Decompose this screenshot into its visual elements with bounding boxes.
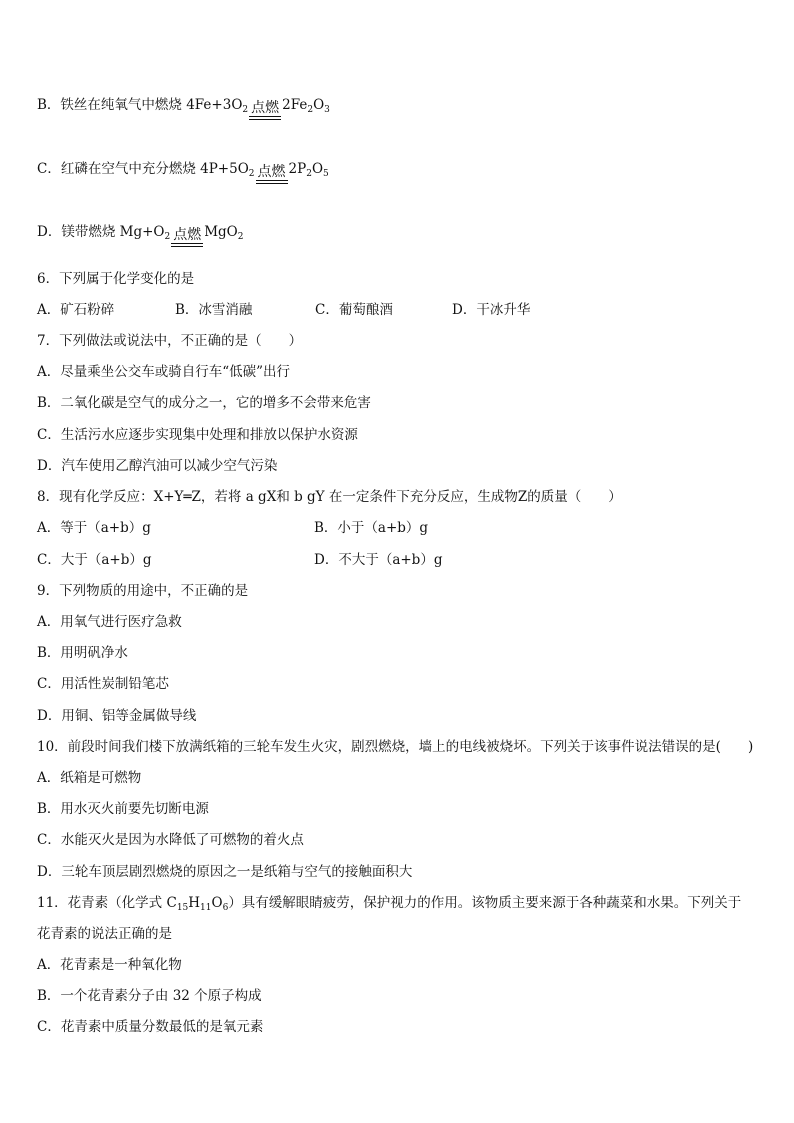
q9-stem: 9．下列物质的用途中，不正确的是 <box>37 583 249 599</box>
q6-option-a: A．矿石粉碎 <box>37 302 115 318</box>
q6-option-d: D．干冰升华 <box>452 302 531 318</box>
q5-option-d <box>37 223 244 247</box>
q10-option-a: A．纸箱是可燃物 <box>37 770 142 786</box>
reaction-condition: 点燃 <box>249 100 281 120</box>
q7-option-d: D．汽车使用乙醇汽油可以减少空气污染 <box>37 458 278 474</box>
reaction-condition: 点燃 <box>171 227 203 247</box>
q9-option-d: D．用铜、铝等金属做导线 <box>37 708 197 724</box>
q10-option-b: B．用水灭火前要先切断电源 <box>37 801 209 817</box>
q10-stem: 10．前段时间我们楼下放满纸箱的三轮车发生火灾，剧烈燃烧，墙上的电线被烧坏。下列关于该事件说法错误的是( ) <box>37 739 754 755</box>
q5-option-b <box>37 96 330 120</box>
q7-option-c: C．生活污水应逐步实现集中处理和排放以保护水资源 <box>37 427 358 443</box>
q9-option-c: C．用活性炭制铅笔芯 <box>37 676 169 692</box>
option-text: D．镁带燃烧 <box>37 224 120 240</box>
q5-option-c <box>37 160 329 184</box>
q9-option-b: B．用明矾净水 <box>37 645 128 661</box>
q8-option-c: C．大于（a+b）g <box>37 552 152 568</box>
q7-option-b: B．二氧化碳是空气的成分之一，它的增多不会带来危害 <box>37 395 371 411</box>
q6-option-b: B．冰雪消融 <box>175 302 253 318</box>
option-text: B．铁丝在纯氧气中燃烧 <box>37 97 187 113</box>
q7-option-a: A．尽量乘坐公交车或骑自行车“低碳”出行 <box>37 364 291 380</box>
q10-option-d: D．三轮车顶层剧烈燃烧的原因之一是纸箱与空气的接触面积大 <box>37 864 413 880</box>
q11-option-a: A．花青素是一种氧化物 <box>37 957 182 973</box>
q11-option-b: B．一个花青素分子由 32 个原子构成 <box>37 988 262 1004</box>
q9-option-a: A．用氧气进行医疗急救 <box>37 614 182 630</box>
q11-stem-line2: 花青素的说法正确的是 <box>37 926 172 942</box>
q6-stem: 6．下列属于化学变化的是 <box>37 271 195 287</box>
equation: $Mg+O_2$ 点燃 MgO$_2$ <box>120 223 244 247</box>
q11-option-c: C．花青素中质量分数最低的是氧元素 <box>37 1019 264 1035</box>
option-text: C．红磷在空气中充分燃烧 <box>37 161 201 177</box>
q11-stem: 11．花青素（化学式 $C_{15}H_{11}O_6$）具有缓解眼睛疲劳，保护视力的作用。该物质主要来源于各种蔬菜和水果。下列关于 <box>37 895 742 913</box>
q8-option-a: A．等于（a+b）g <box>37 520 151 536</box>
q8-stem: 8．现有化学反应：X+Y═Z，若将 a gX和 b gY 在一定条件下充分反应，生成物Z的质量（ ） <box>37 489 622 505</box>
reaction-condition: 点燃 <box>256 164 288 184</box>
equation: $4P+5O_2$ 点燃 $2P_2O_5$ <box>200 160 329 184</box>
q8-option-d: D．不大于（a+b）g <box>314 552 443 568</box>
q6-option-c: C．葡萄酿酒 <box>315 302 393 318</box>
q10-option-c: C．水能灭火是因为水降低了可燃物的着火点 <box>37 832 304 848</box>
equation: $4Fe+3O_2$ 点燃 $2Fe_2O_3$ <box>186 96 330 120</box>
q7-stem: 7．下列做法或说法中，不正确的是（ ） <box>37 333 303 349</box>
q8-option-b: B．小于（a+b）g <box>314 520 429 536</box>
